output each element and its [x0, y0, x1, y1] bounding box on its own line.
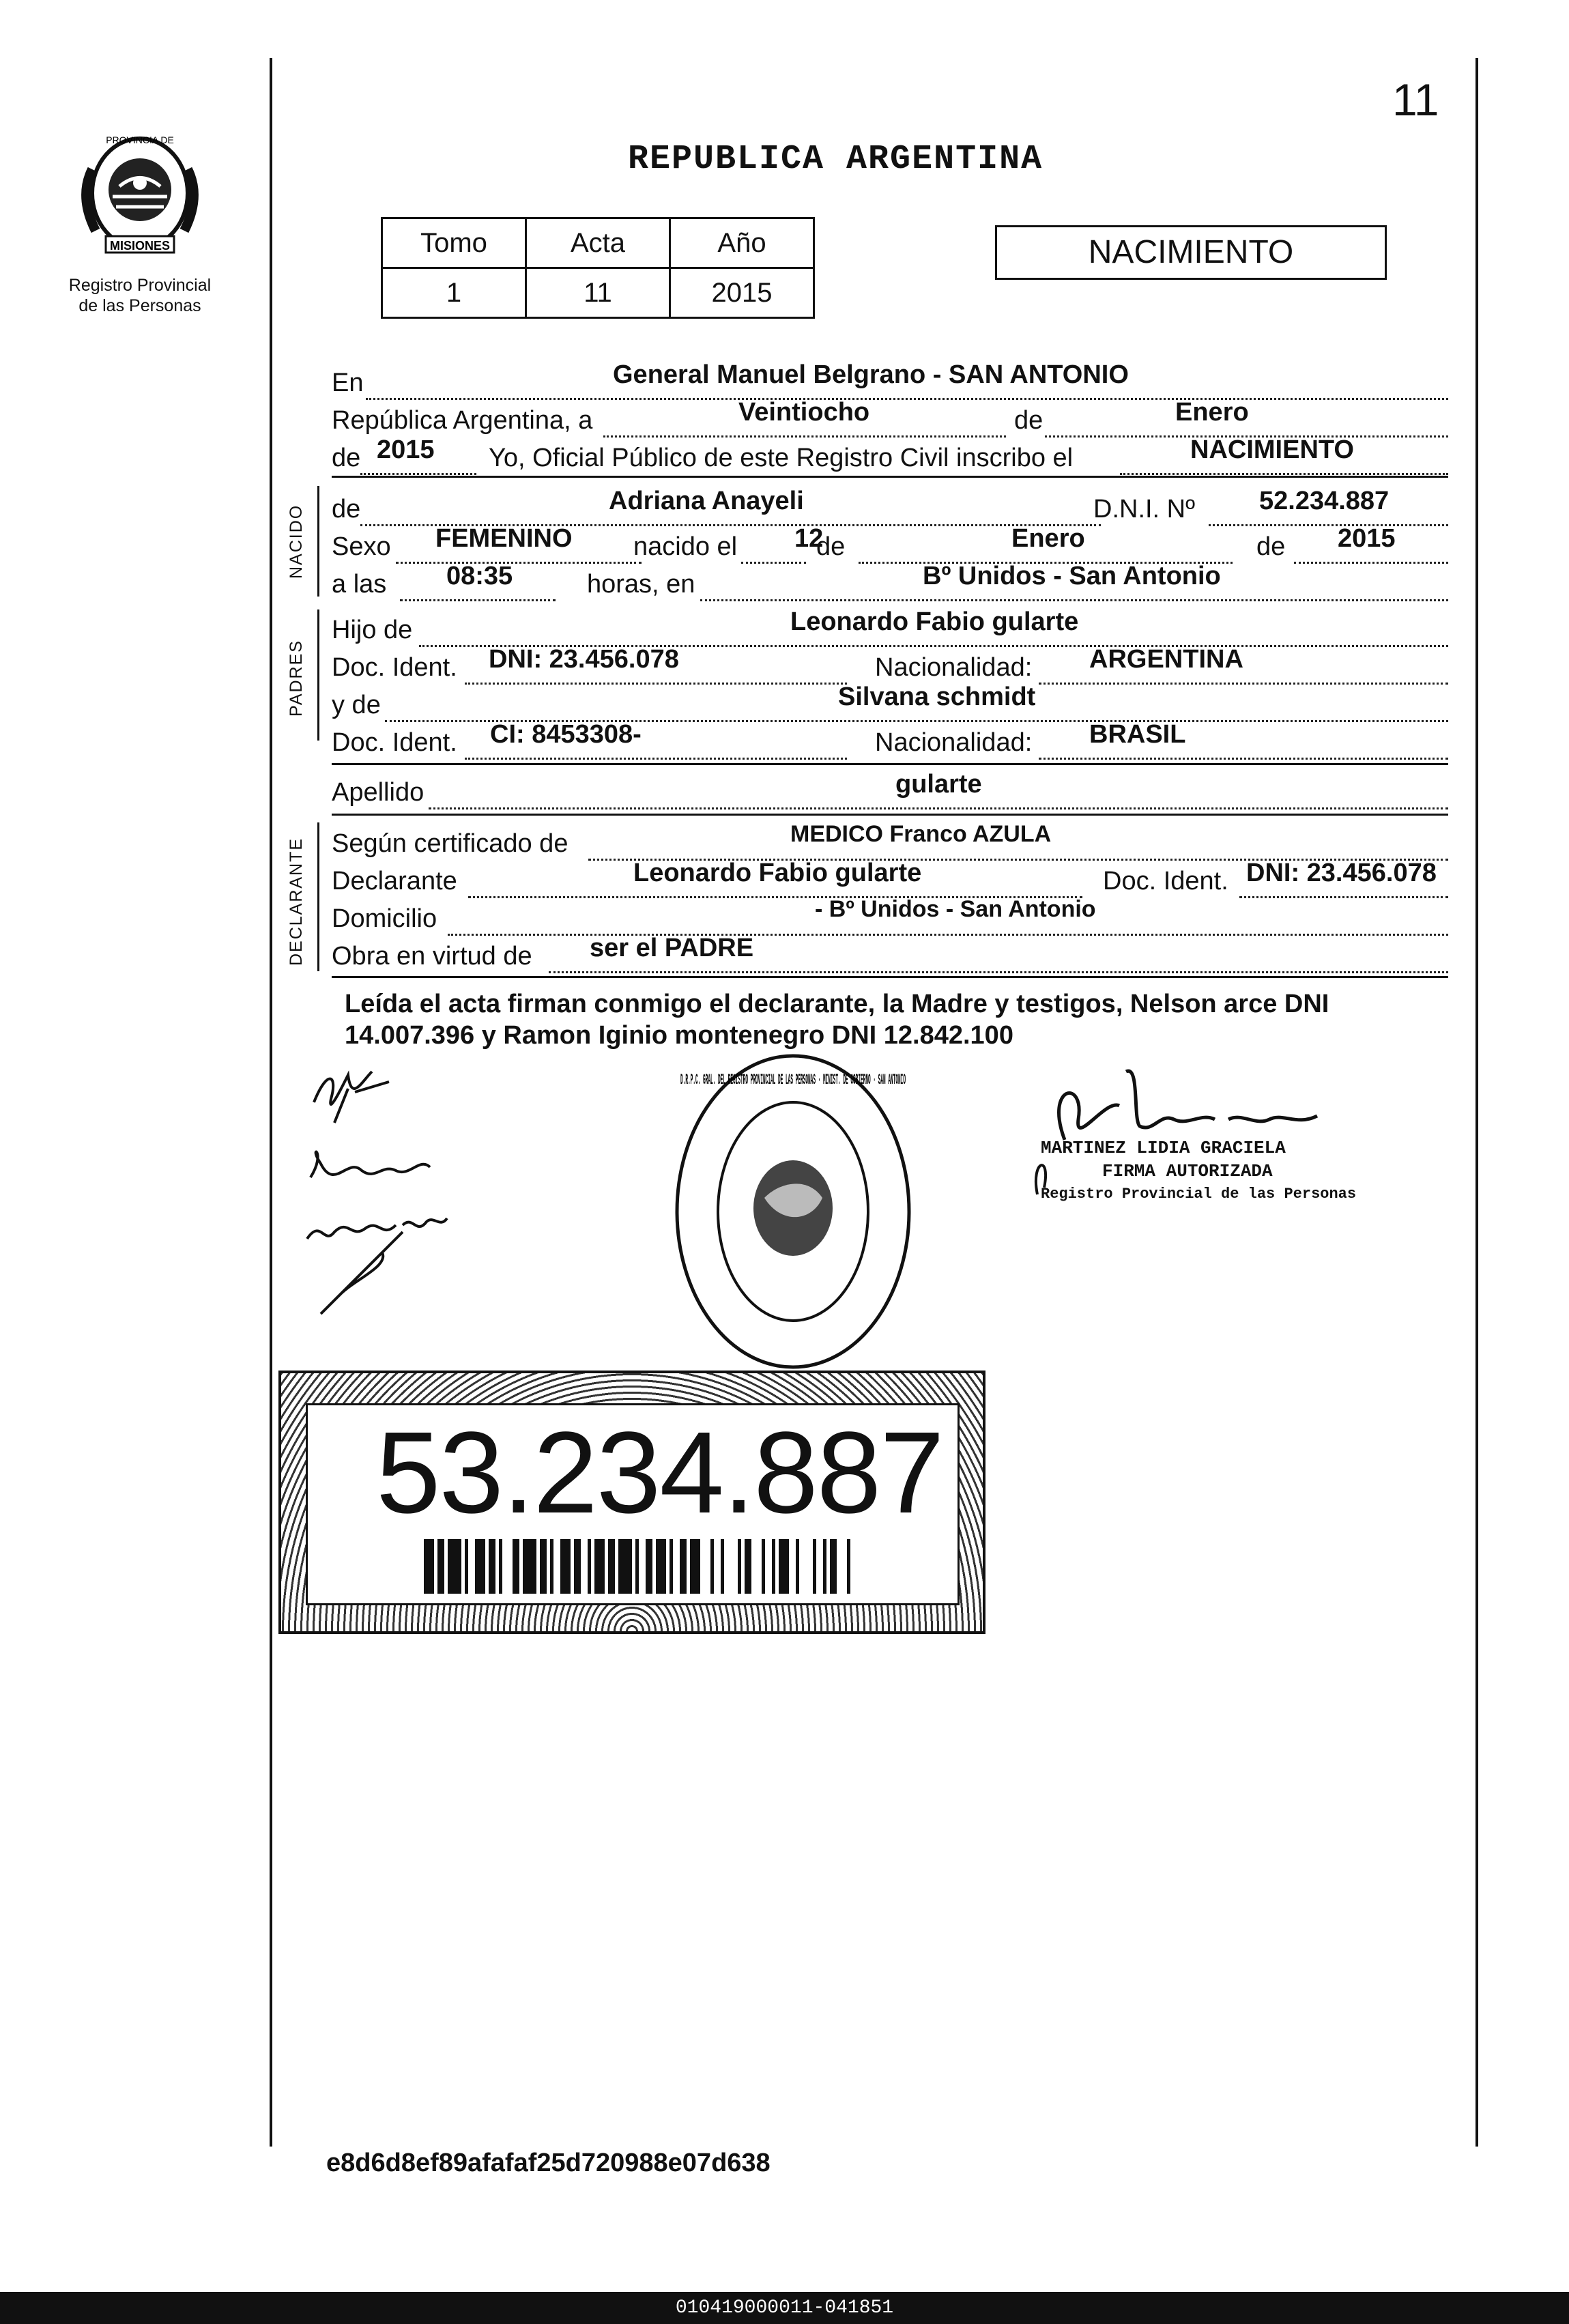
barcode-bar [523, 1539, 536, 1594]
barcode-bar [424, 1539, 434, 1594]
ref-value-tomo: 1 [382, 268, 526, 318]
seal-text: D.R.P.C. GRAL. DEL REGISTRO PROVINCIAL DE LAS PERSONAS · MINIST. DE GOBIERNO · SAN ANTONIO [680, 1072, 906, 1089]
label-a-las: a las [332, 570, 387, 599]
barcode-bar [745, 1539, 751, 1594]
value-act: NACIMIENTO [1190, 435, 1354, 464]
value-certificado: MEDICO Franco AZULA [790, 821, 1052, 847]
value-father-doc: DNI: 23.456.078 [489, 645, 679, 674]
value-mother: Silvana schmidt [838, 683, 1036, 711]
label-father-nat: Nacionalidad: [875, 653, 1033, 682]
barcode-bar [437, 1539, 444, 1594]
barcode-bar [796, 1539, 799, 1594]
page-title: REPUBLICA ARGENTINA [628, 140, 1043, 179]
barcode-bar [670, 1539, 673, 1594]
row-domicilio [332, 896, 1448, 938]
value-place: General Manuel Belgrano - SAN ANTONIO [613, 360, 1129, 389]
emblem-top-text: PROVINCIA DE [106, 134, 174, 145]
barcode-bar [690, 1539, 700, 1594]
separator [332, 976, 1448, 978]
barcode-bar [540, 1539, 547, 1594]
id-stamp-inner [306, 1403, 960, 1605]
value-birth-day: 12 [794, 524, 824, 553]
barcode-bar [475, 1539, 485, 1594]
witness-signatures [300, 1061, 450, 1321]
barcode-bar [813, 1539, 816, 1594]
ref-header-tomo: Tomo [382, 218, 526, 268]
label-de-name: de [332, 495, 361, 523]
label-hijo-de: Hijo de [332, 616, 413, 644]
value-birth-month: Enero [1011, 524, 1085, 553]
barcode-bar [618, 1539, 632, 1594]
label-horas: horas, en [587, 570, 695, 599]
value-month: Enero [1175, 398, 1249, 427]
official-seal [672, 1051, 915, 1372]
value-sexo: FEMENINO [435, 524, 573, 553]
sig-name-1: fabio [300, 1061, 302, 1062]
barcode-bar [710, 1539, 714, 1594]
nacido-bracket [317, 486, 319, 597]
label-de: de [1014, 406, 1043, 435]
label-sexo: Sexo [332, 532, 391, 561]
value-declarante: Leonardo Fabio gularte [633, 859, 922, 887]
barcode-bar [635, 1539, 639, 1594]
section-label-nacido: NACIDO [287, 504, 306, 579]
barcode-bar [465, 1539, 468, 1594]
reference-table [381, 217, 815, 319]
right-margin-rule [1476, 58, 1478, 2147]
declarante-bracket [317, 822, 319, 971]
ref-header-anio: Año [670, 218, 814, 268]
label-y-de: y de [332, 691, 381, 719]
officer-block [1041, 1136, 1356, 1206]
barcode-bar [560, 1539, 571, 1594]
value-mother-doc: CI: 8453308- [490, 720, 642, 749]
value-time: 08:35 [446, 562, 513, 590]
barcode-bar [762, 1539, 765, 1594]
label-segun: Según certificado de [332, 829, 568, 858]
emblem-bottom-text: MISIONES [109, 239, 171, 253]
barcode-bar [574, 1539, 581, 1594]
barcode-bar [830, 1539, 837, 1594]
value-year: 2015 [377, 435, 435, 464]
registry-label [55, 275, 225, 316]
label-declarante-doc: Doc. Ident. [1103, 867, 1228, 895]
section-label-declarante: DECLARANTE [287, 837, 306, 966]
separator [332, 476, 1448, 478]
barcode-bar [721, 1539, 724, 1594]
officer-role: FIRMA AUTORIZADA [1102, 1161, 1273, 1181]
barcode-bar [847, 1539, 850, 1594]
value-day: Veintiocho [738, 398, 870, 427]
barcode-bar [608, 1539, 615, 1594]
barcode-bar [823, 1539, 826, 1594]
act-type-box: NACIMIENTO [995, 225, 1387, 280]
officer-org: Registro Provincial de las Personas [1041, 1186, 1357, 1203]
value-father: Leonardo Fabio gularte [790, 607, 1079, 636]
row-year [332, 435, 1448, 478]
barcode-bar [594, 1539, 605, 1594]
barcode-bar [550, 1539, 553, 1594]
barcode-bar [738, 1539, 741, 1594]
barcode-bar [680, 1539, 687, 1594]
label-republica: República Argentina, a [332, 406, 593, 435]
row-time [332, 562, 1448, 604]
row-obra [332, 934, 1448, 976]
barcode-bar [499, 1539, 502, 1594]
label-mother-doc: Doc. Ident. [332, 728, 457, 757]
value-domicilio: - Bº Unidos - San Antonio [815, 896, 1096, 922]
label-dni: D.N.I. Nº [1093, 495, 1195, 523]
label-mother-nat: Nacionalidad: [875, 728, 1033, 757]
ref-header-acta: Acta [526, 218, 670, 268]
value-declarante-doc: DNI: 23.456.078 [1246, 859, 1437, 887]
value-birth-year: 2015 [1338, 524, 1396, 553]
label-de-year: de [332, 444, 361, 472]
value-father-nat: ARGENTINA [1089, 645, 1243, 674]
registry-label-line2: de las Personas [78, 296, 201, 315]
barcode-bar [513, 1539, 519, 1594]
label-apellido: Apellido [332, 778, 424, 807]
barcode-icon [424, 1539, 861, 1594]
label-en: En [332, 369, 364, 397]
value-mother-nat: BRASIL [1089, 720, 1186, 749]
label-yo: Yo, Oficial Público de este Registro Civil inscribo el [489, 444, 1074, 472]
row-mother-doc [332, 720, 1448, 762]
province-emblem-icon [72, 121, 208, 268]
separator [332, 763, 1448, 765]
value-child-name: Adriana Anayeli [609, 487, 804, 515]
id-stamp [278, 1371, 985, 1634]
barcode-bar [772, 1539, 775, 1594]
label-de-2: de [816, 532, 846, 561]
row-apellido [332, 770, 1448, 812]
registry-label-line1: Registro Provincial [68, 276, 212, 295]
barcode-bar [489, 1539, 495, 1594]
footer-code: 010419000011-041851 [0, 2292, 1569, 2324]
barcode-bar [646, 1539, 652, 1594]
barcode-bar [656, 1539, 666, 1594]
value-birth-place: Bº Unidos - San Antonio [923, 562, 1221, 590]
label-domicilio: Domicilio [332, 904, 437, 933]
value-obra: ser el PADRE [590, 934, 754, 962]
value-apellido: gularte [895, 770, 982, 799]
barcode-bar [588, 1539, 591, 1594]
label-father-doc: Doc. Ident. [332, 653, 457, 682]
page-number: 11 [1392, 74, 1439, 125]
barcode-bar [779, 1539, 789, 1594]
row-en [332, 360, 1448, 403]
label-declarante: Declarante [332, 867, 457, 895]
officer-name: MARTINEZ LIDIA GRACIELA [1041, 1138, 1286, 1158]
label-nacido-el: nacido el [633, 532, 738, 561]
document-hash: e8d6d8ef89afafaf25d720988e07d638 [326, 2149, 771, 2177]
label-obra: Obra en virtud de [332, 942, 532, 971]
section-label-padres: PADRES [287, 640, 306, 717]
id-stamp-number: 53.234.887 [376, 1408, 943, 1538]
closing-statement: Leída el acta firman conmigo el declarante, la Madre y testigos, Nelson arce DNI 14.007.396 y Ramon Iginio montenegro DNI 12.842.100 [345, 990, 1329, 1050]
label-de-3: de [1256, 532, 1286, 561]
padres-bracket [317, 609, 319, 741]
left-margin-rule [270, 58, 272, 2147]
ref-value-anio: 2015 [670, 268, 814, 318]
separator [332, 814, 1448, 816]
ref-value-acta: 11 [526, 268, 670, 318]
value-child-dni: 52.234.887 [1259, 487, 1390, 515]
barcode-bar [448, 1539, 461, 1594]
